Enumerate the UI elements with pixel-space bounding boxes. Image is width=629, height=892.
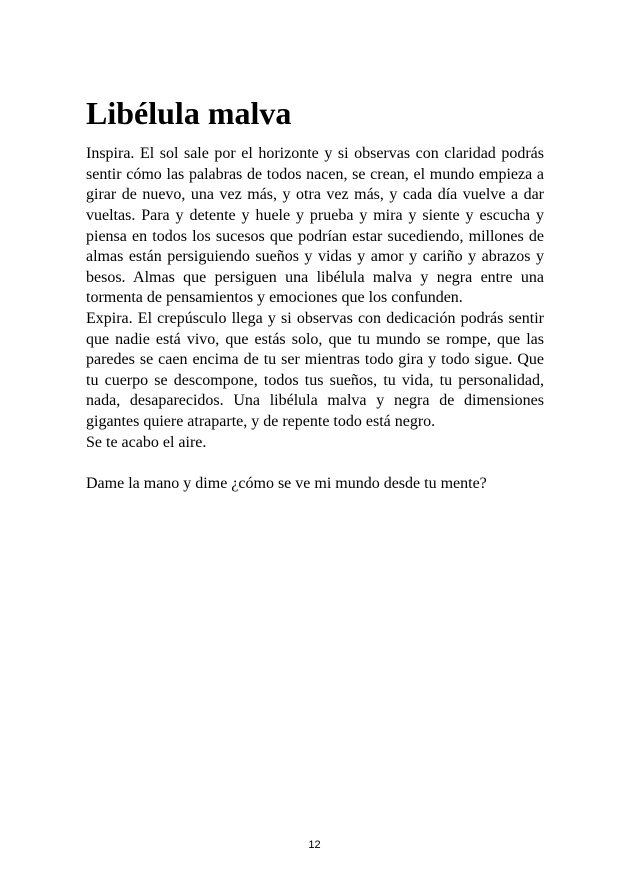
blank-line — [86, 453, 544, 474]
closing-line: Dame la mano y dime ¿cómo se ve mi mundo desde tu mente? — [86, 474, 487, 492]
page-content — [86, 95, 544, 494]
page-title: Libélula malva — [86, 95, 292, 131]
paragraph-inspira: Inspira. El sol sale por el horizonte y si observas con claridad podrás sentir cómo las palabras de todos nacen, se crean, el mundo empieza a girar de nuevo, una vez más, y otra vez más, y cada día vuelve a dar vueltas. Para y detente y huele y prueba y mira y siente y escucha y piensa en todos los sucesos que podrían estar sucediendo, millones de almas están persiguiendo sueños y vidas y amor y cariño y abrazos y besos. Almas que persiguen una libélula malva y negra entre una tormenta de pensamientos y emociones que los confunden. — [86, 145, 544, 307]
page-number: 12 — [308, 839, 321, 851]
paragraph-expira: Expira. El crepúsculo llega y si observas con dedicación podrás sentir que nadie está vivo, que estás solo, que tu mundo se rompe, que las paredes se caen encima de tu ser mientras todo gira y todo sigue. Que tu cuerpo se descompone, todos tus sueños, tu vida, tu personalidad, nada, desaparecidos. Una libélula malva y negra de dimensiones gigantes quiere atraparte, y de repente todo está negro. — [86, 309, 544, 430]
paragraph-aire: Se te acabo el aire. — [86, 433, 207, 451]
